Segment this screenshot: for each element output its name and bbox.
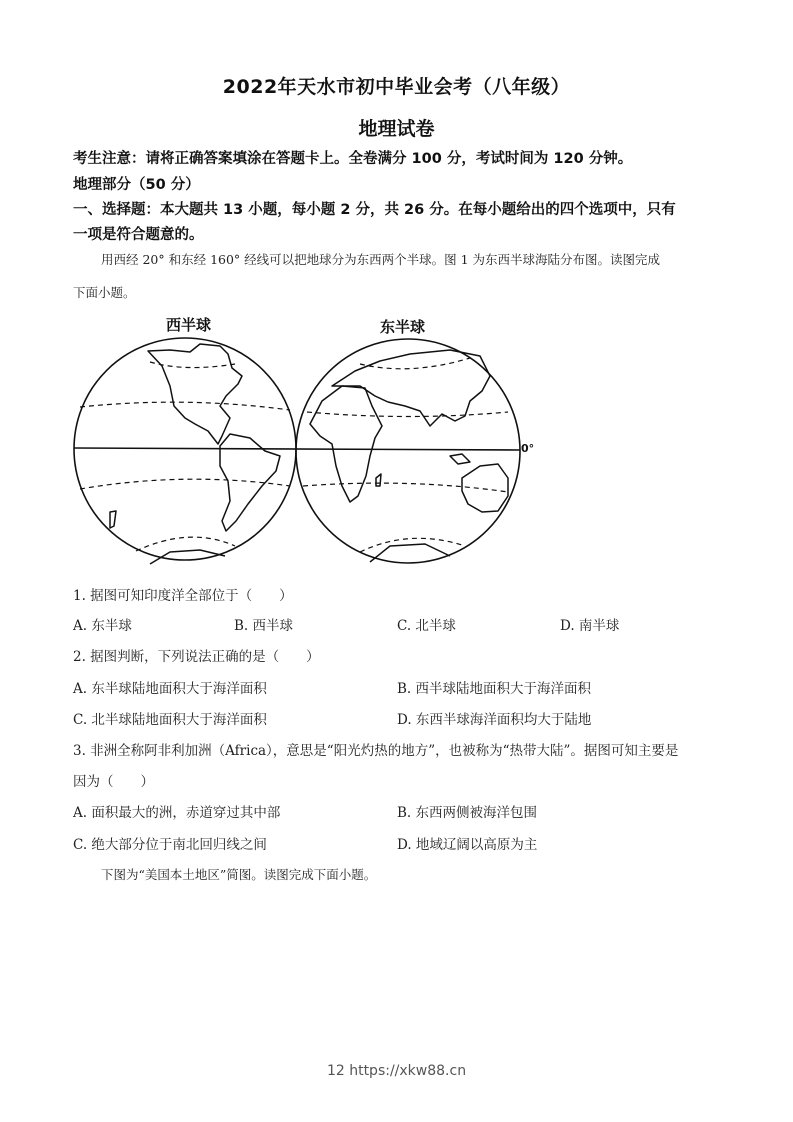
intro-paragraph-2: 下图为“美国本土地区”简图。读图完成下面小题。 xyxy=(101,867,377,882)
question-1-stem: 1. 据图可知印度洋全部位于（ ） xyxy=(73,588,293,604)
question-3-option-a[interactable]: A. 面积最大的洲，赤道穿过其中部 xyxy=(73,805,281,821)
equator-label: 0° xyxy=(521,442,535,455)
question-1-option-c[interactable]: C. 北半球 xyxy=(397,618,456,634)
section-choice-instructions: 一、选择题：本大题共 13 小题，每小题 2 分，共 26 分。在每小题给出的四个选项中，只有 xyxy=(73,202,676,218)
intro-paragraph-1-cont: 下面小题。 xyxy=(73,285,136,300)
hemispheres-map-figure xyxy=(70,306,550,571)
question-3-option-b[interactable]: B. 东西两侧被海洋包围 xyxy=(397,805,538,821)
question-3-stem: 3. 非洲全称阿非利加洲（Africa），意思是“阳光灼热的地方”，也被称为“热带大陆”。据图可知主要是 xyxy=(73,743,679,759)
question-3-stem-cont: 因为（ ） xyxy=(73,774,154,790)
intro-paragraph-1: 用西经 20° 和东经 160° 经线可以把地球分为东西两个半球。图 1 为东西半球海陆分布图。读图完成 xyxy=(101,252,661,267)
question-1-option-a[interactable]: A. 东半球 xyxy=(73,618,132,634)
question-3-option-c[interactable]: C. 绝大部分位于南北回归线之间 xyxy=(73,837,267,853)
page-subtitle: 地理试卷 xyxy=(358,118,435,140)
hemispheres-map-icon xyxy=(70,306,550,571)
question-1-option-b[interactable]: B. 西半球 xyxy=(234,618,294,634)
question-3-option-d[interactable]: D. 地域辽阔以高原为主 xyxy=(397,837,538,853)
question-2-option-c[interactable]: C. 北半球陆地面积大于海洋面积 xyxy=(73,712,267,728)
question-2-stem: 2. 据图判断，下列说法正确的是（ ） xyxy=(73,649,320,665)
page-footer: 12 https://xkw88.cn xyxy=(326,1063,467,1079)
west-hemisphere-label: 西半球 xyxy=(166,316,212,334)
question-2-option-d[interactable]: D. 东西半球海洋面积均大于陆地 xyxy=(397,712,592,728)
section-choice-instructions-cont: 一项是符合题意的。 xyxy=(73,227,204,243)
section-part: 地理部分（50 分） xyxy=(73,177,200,193)
question-2-option-a[interactable]: A. 东半球陆地面积大于海洋面积 xyxy=(73,681,267,697)
question-2-option-b[interactable]: B. 西半球陆地面积大于海洋面积 xyxy=(397,681,592,697)
page-title: 2022年天水市初中毕业会考（八年级） xyxy=(222,76,571,98)
question-1-option-d[interactable]: D. 南半球 xyxy=(560,618,620,634)
exam-notice: 考生注意：请将正确答案填涂在答题卡上。全卷满分 100 分，考试时间为 120 分钟。 xyxy=(73,151,633,167)
east-hemisphere-label: 东半球 xyxy=(380,318,426,336)
